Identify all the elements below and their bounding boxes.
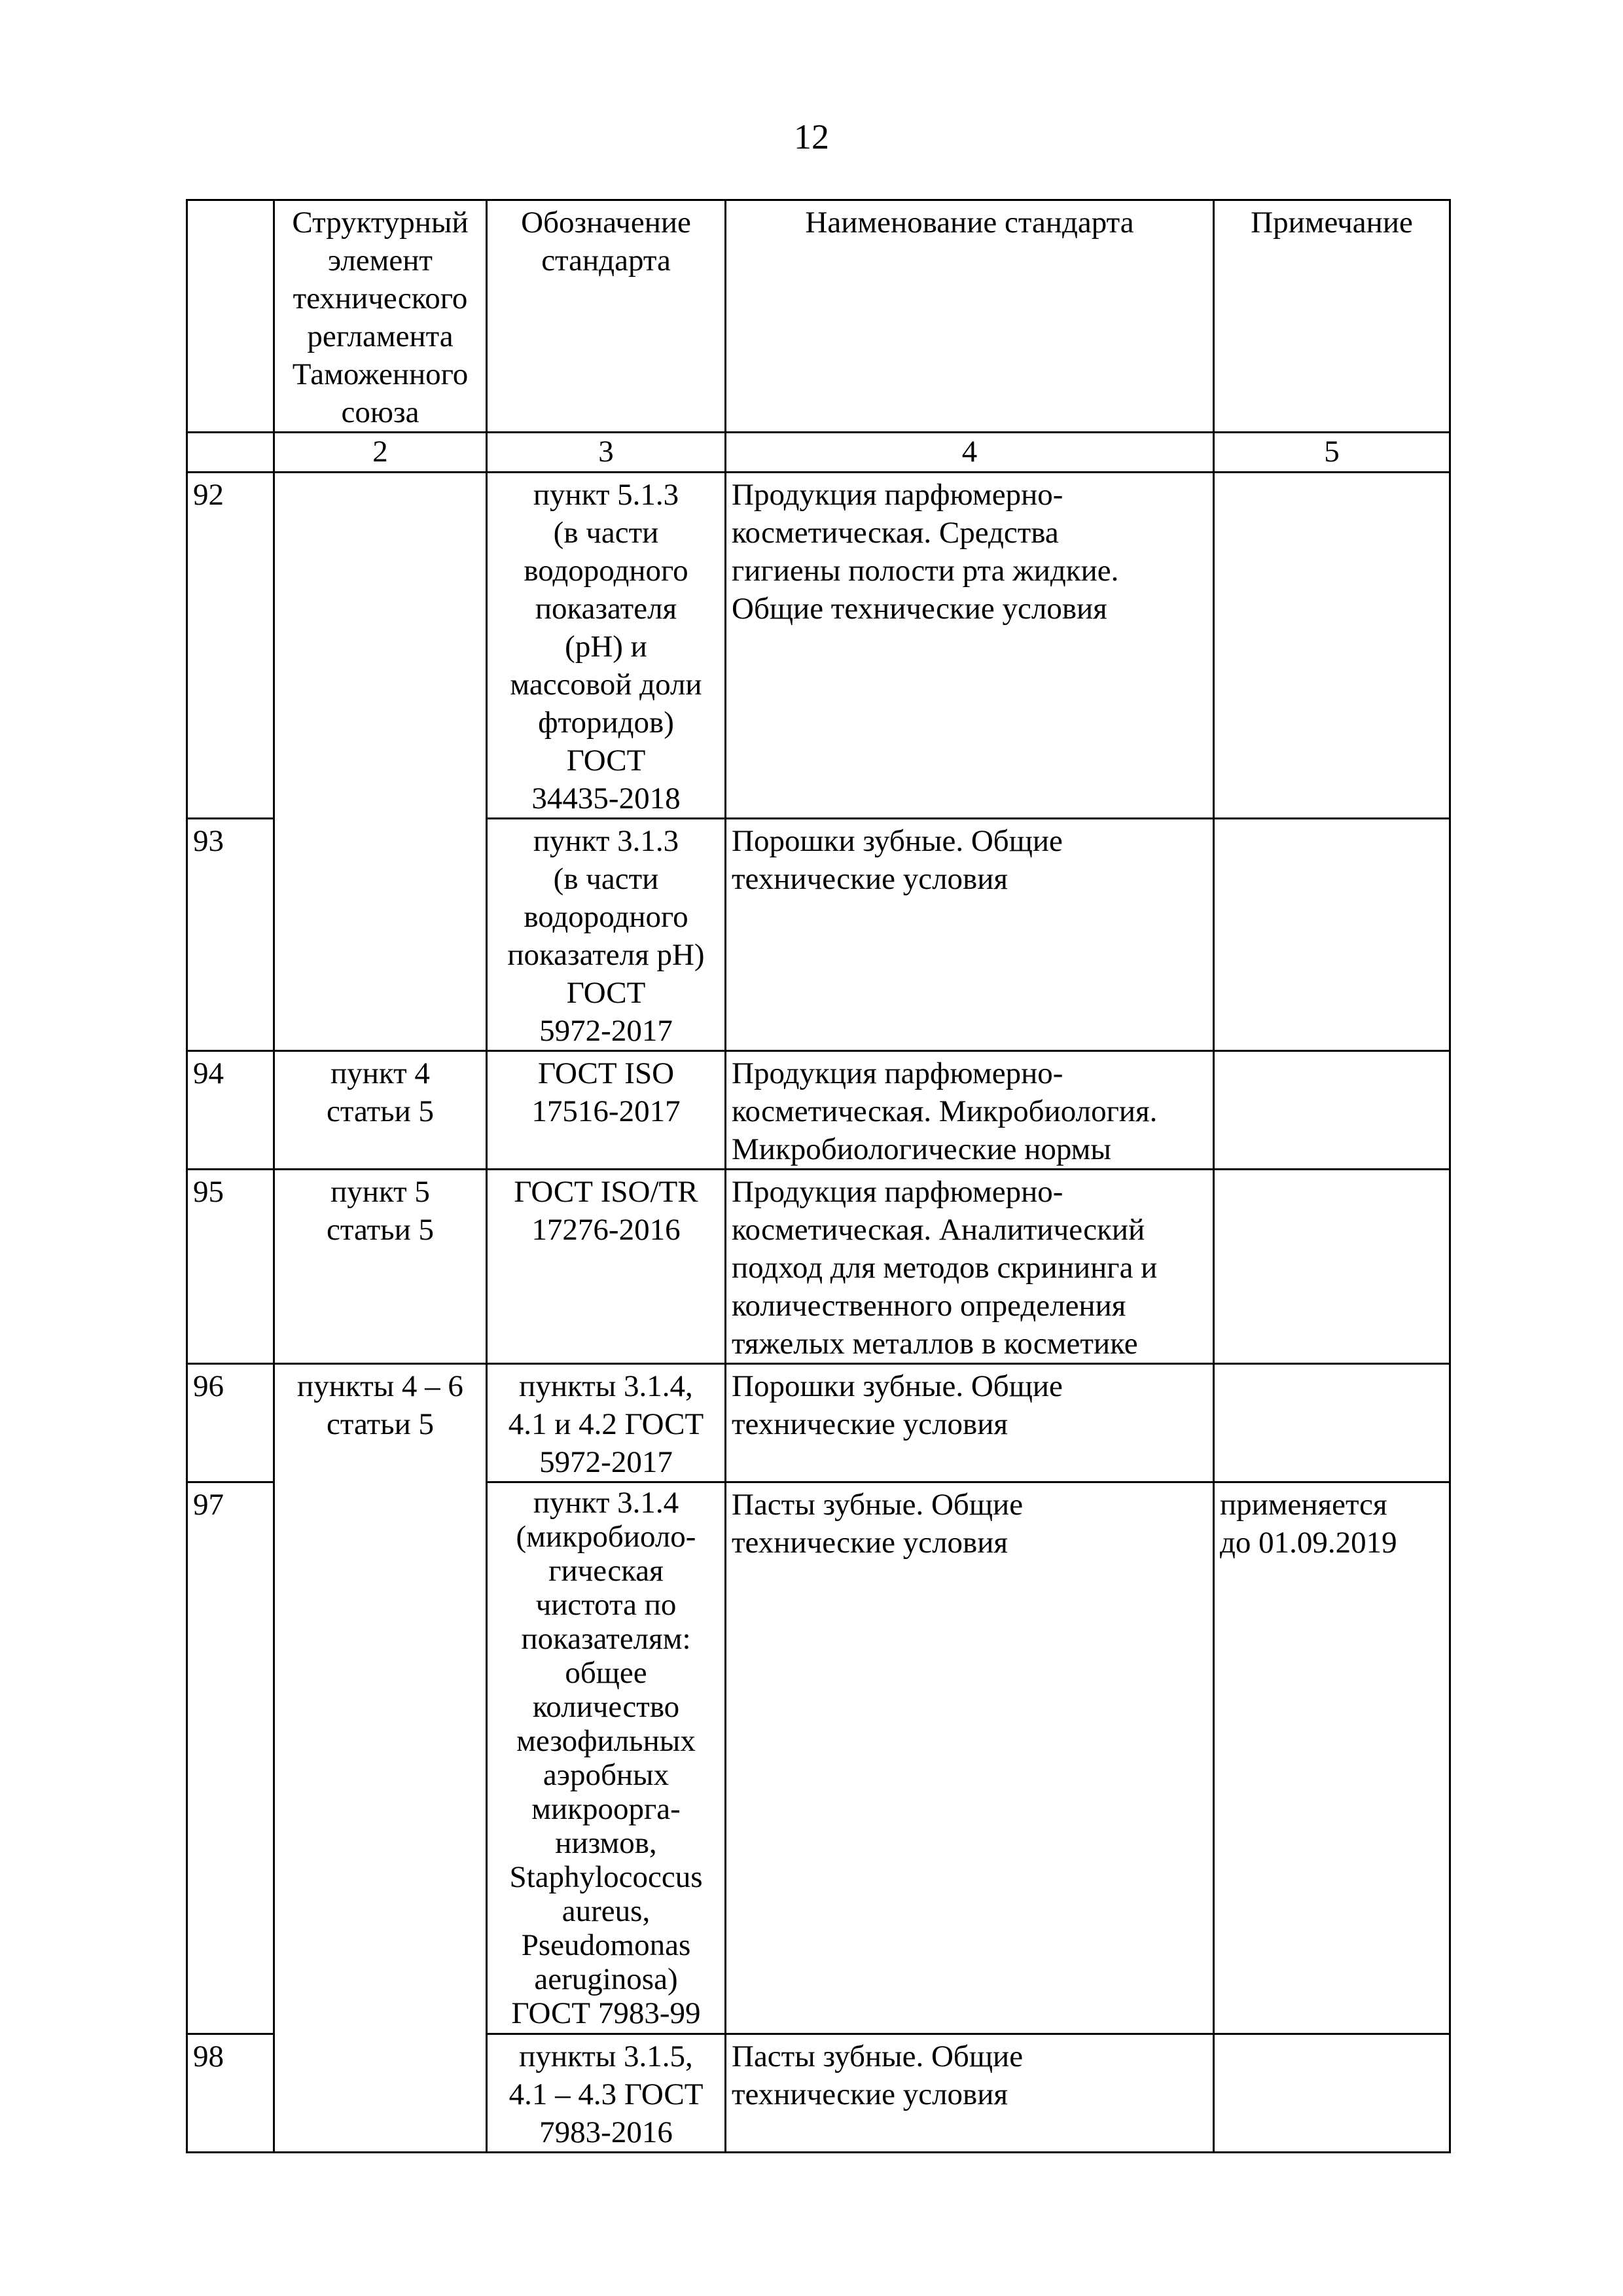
note: [1214, 819, 1450, 1051]
structural-element: [274, 473, 487, 1051]
standard-designation: пункт 5.1.3 (в части водородного показателя (pH) и массовой доли фторидов) ГОСТ 34435-2018: [487, 473, 726, 819]
colnum-5: 5: [1214, 433, 1450, 473]
table-row: [187, 1364, 1450, 1482]
standard-designation: пункты 3.1.4, 4.1 и 4.2 ГОСТ 5972-2017: [487, 1364, 726, 1482]
page-number: 12: [794, 117, 829, 156]
row-number: 95: [187, 1170, 274, 1364]
standard-name: Пасты зубные. Общие технические условия: [726, 1482, 1214, 2034]
standard-name: Продукция парфюмерно- косметическая. Аналитический подход для методов скрининга и количественного определения тяжелых металлов в косметике: [726, 1170, 1214, 1364]
header-num: [187, 200, 274, 433]
standard-designation: ГОСТ ISO/TR 17276-2016: [487, 1170, 726, 1364]
header-element: Структурный элемент технического регламента Таможенного союза: [274, 200, 487, 433]
standard-name: Порошки зубные. Общие технические условия: [726, 819, 1214, 1051]
note: [1214, 473, 1450, 819]
table-row: [187, 473, 1450, 819]
row-number: 97: [187, 1482, 274, 2034]
row-number: 93: [187, 819, 274, 1051]
standard-designation: ГОСТ ISO 17516-2017: [487, 1051, 726, 1170]
row-number: 96: [187, 1364, 274, 1482]
standards-table: [186, 199, 1451, 2153]
standard-name: Порошки зубные. Общие технические условия: [726, 1364, 1214, 1482]
header-note: Примечание: [1214, 200, 1450, 433]
header-designation: Обозначение стандарта: [487, 200, 726, 433]
colnum-4: 4: [726, 433, 1214, 473]
standard-name: Продукция парфюмерно- косметическая. Средства гигиены полости рта жидкие. Общие технические условия: [726, 473, 1214, 819]
note: [1214, 2034, 1450, 2153]
note: [1214, 1051, 1450, 1170]
note: [1214, 1364, 1450, 1482]
structural-element: пункты 4 – 6 статьи 5: [274, 1364, 487, 2153]
standard-designation: пункты 3.1.5, 4.1 – 4.3 ГОСТ 7983-2016: [487, 2034, 726, 2153]
note: применяется до 01.09.2019: [1214, 1482, 1450, 2034]
standard-name: Пасты зубные. Общие технические условия: [726, 2034, 1214, 2153]
header-name: Наименование стандарта: [726, 200, 1214, 433]
structural-element: пункт 4 статьи 5: [274, 1051, 487, 1170]
structural-element: пункт 5 статьи 5: [274, 1170, 487, 1364]
row-number: 98: [187, 2034, 274, 2153]
standard-name: Продукция парфюмерно- косметическая. Микробиология. Микробиологические нормы: [726, 1051, 1214, 1170]
table-row: [187, 1170, 1450, 1364]
row-number: 92: [187, 473, 274, 819]
colnum-1: [187, 433, 274, 473]
row-number: 94: [187, 1051, 274, 1170]
standard-designation: пункт 3.1.4 (микробиоло- гическая чистота по показателям: общее количество мезофильных аэробных микроорга- низмов, Staphylococcus aureus, Pseudomonas aeruginosa) ГОСТ 7983-99: [487, 1482, 726, 2034]
colnum-2: 2: [274, 433, 487, 473]
colnum-3: 3: [487, 433, 726, 473]
note: [1214, 1170, 1450, 1364]
table-row: [187, 1051, 1450, 1170]
header-row: [187, 200, 1450, 433]
column-number-row: [187, 433, 1450, 473]
standard-designation: пункт 3.1.3 (в части водородного показателя pH) ГОСТ 5972-2017: [487, 819, 726, 1051]
